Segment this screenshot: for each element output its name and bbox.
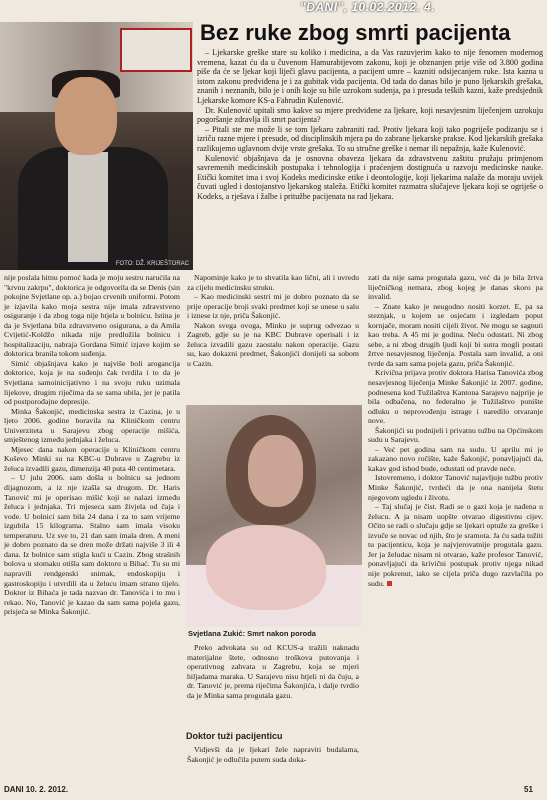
- photo-head: [55, 77, 117, 155]
- end-mark-icon: [387, 581, 392, 586]
- last-paragraph-text: – Taj slučaj je čist. Radi se o gazi koja je nađena u želucu. A ja nisam uopšte otvarao digestivnu cijev. Očito se radi o slučaju gdje se ljekari optuže za greške i izvuče se novac od njih, što je sramota. Ja ću sada tužiti tu pacijenticu, koja je najvjerovatnije progutala gazu. Jer ja želudac nisam ni otvarao, kaže profesor Tanović, ponavljajući da krivični postupak protiv njega nikad nije pokrenut, iako se cijela priča dugo razvlačila po sudu.: [368, 502, 543, 588]
- body-paragraph: Simić objašnjava kako je najviše boli arogancija doktorice, koja je na suđenju čak tvrdila i to da je Svjetlana samoinicijativno i na svoju ruku uzimala lijekove, drugim riječima da se sama ubila, jer je patila od postporođajne depresije.: [4, 358, 180, 407]
- body-paragraph: – Već pet godina sam na sudu. U aprilu mi je zakazano novo ročište, kaže Šakonjić, ponavljajući da, kakav god ishod bude, odustati od pravde neće.: [368, 444, 543, 473]
- body-paragraph: Nakon svega ovoga, Minku je suprug odvezao u Zagreb, gdje su je na KBC Dubrave operisali i iz želuca izvadili gazu zaostalu nakon operacije. Gazu su, kao dokazni predmet, Šakonjići donijeli sa sobom u Cazin.: [187, 320, 359, 368]
- photo-woman-face: [248, 435, 303, 507]
- column-3: [368, 273, 543, 588]
- article-title: Bez ruke zbog smrti pacijenta: [200, 20, 511, 45]
- intro-paragraph: Kulenović objašnjava da je osnovna obaveza ljekara da zdravstvenu zaštitu pružaju primjenom savremenih medicinskih postupaka i tehnologija i praćenjem dostignuća u razvoju medicinske nauke. Etički komitet ima i svoj Kodeks medicinske etike i deontologije, koji ljekarima nalaže da moraju uvijek čuvati ugled i dostojanstvo ljekarskog staleža. Etički komitet razmatra slučajeve ljekara koji se ogriješe o Kodeks, a rješava i žalbe i pritužbe pacijenata na rad ljekara.: [197, 153, 543, 201]
- body-paragraph: Napominje kako je to shvatila kao lični, ali i uvredu za cijelu medicinsku struku.: [187, 273, 359, 292]
- body-paragraph: – U julu 2006. sam došla u bolnicu sa jednom dijagnozom, a iz nje izašla sa drugom. Dr. Haris Tanović mi je operisao mišić koji se nalazi između želuca i jednjaka. Tri mjeseca sam živjela od čaja i vode. U bolnici sam bila 24 dana i za to sam vrijeme izgubila 15 kilograma. Stalno sam imala visoku temperaturu. Uz sve to, 21 dan sam imala dren. A meni je dobro poznato da se dren može držati najviše 3 ili 4 dana. Iz bolnice sam stigla kući u Cazin. Zbog strašnih bolova u stomaku otišla sam doktoru u Bihać. Tu su mi napravili rendgenski snimak, endoskopiju i gastroskopiju i utvrdili da u želucu imam strano tijelo. Doktor iz Bihaća je tada nazvao dr. Tanovića i to mu i rekao. No, Tanović je kazao da sam sama pojela gazu, prisjeća se Minka Šakonjić.: [4, 473, 180, 617]
- column-2-bottom: [187, 643, 359, 700]
- body-paragraph: [368, 502, 543, 588]
- body-paragraph: Vidjevši da je ljekari žele napraviti budalama, Šakonjić je odlučila putem suda doka-: [187, 745, 359, 764]
- photo-shirt: [68, 152, 108, 262]
- column-2-top: [187, 273, 359, 368]
- photo-background-sign: [120, 28, 192, 72]
- body-paragraph: – Kao medicinski sestri mi je dobro poznato da se prije operacije broji svaki predmet koji se unese u salu i iznese iz nje, priča Šakonjić.: [187, 292, 359, 321]
- intro-paragraph: – Pitali ste me može li se tom ljekaru zabraniti rad. Protiv ljekara koji tako pogriješe podizanju se i izriču razne mjere i presude, od disciplinskih mjera pa do zabrane ljekarske prakse. Kod ljekarskih grešaka razlikujemo uglavnom dvije vrste grešaka. To su stručne greške i nemar ili nepažnja, kaže Kulenović.: [197, 124, 543, 153]
- photo-man: [0, 22, 193, 270]
- photo-credit: FOTO: DŽ. KRIJEŠTORAC: [115, 261, 189, 267]
- body-paragraph: nije poslala hitnu pomoć kada je moju sestru narućila na "krvnu zakrpu", doktorica je odgovorila da se Denis (sin pokojne Svjetlane op. a.) bojao crvenih uniformi. Potom je izjavila kako moja sestra nije imala zdravstveno osiguranje i da zbog toga nije htjela u bolnicu. Istina je da je Svjetlana bila zdravstveno osigurana, a da Amila Cvijetić-Koldžo nikada nije predložila bolnicu i hospitalizaciju, nabraja Gordana Simić izjave kojim se doktorica branila tokom suđenja.: [4, 273, 180, 359]
- body-paragraph: zati da nije sama progutala gazu, već da je bila žrtva liječničkog nemara, zbog kojeg je danas skoro pa invalid.: [368, 273, 543, 302]
- photo-baby: [206, 525, 326, 610]
- photo-caption: Svjetlana Zukić: Smrt nakon poroda: [188, 629, 316, 638]
- body-paragraph: Mjesec dana nakon operacije u Kliničkom centru Koševo Minki su na KBC-u Dubrave u Zagrebu iz želuca izvadili gazu, dimenzija 40 puta 40 centimetara.: [4, 444, 180, 473]
- article-intro: [197, 48, 543, 202]
- photo-mother-baby: [186, 405, 362, 627]
- intro-paragraph: Dr. Kulenović upitali smo kakve su mjere predviđene za ljekare, koji nesavjesnim liječenjem uzrokuju pogoršanje zdravlja ili smrt pacijenta?: [197, 105, 543, 125]
- page-number: 51: [524, 785, 533, 794]
- body-paragraph: – Znate kako je neugodno nositi korzet. E, pa sa steznjak, u kojem se osjećam i izgledam poput kornjače, moram nositi cijeli život. Ne mogu se sagnuti kao treba. A 45 mi je godina. Neću odustati. Ni zbog sebe, a ni zbog drugih ljudi koji bi sutra mogli postati žrtve nesavjesnog liječenja. Postala sam invalid, a oni tvrde da sam sama pojela gazu, priča Šakonjić.: [368, 301, 543, 368]
- body-paragraph: Preko advokata su od KCUS-a tražili naknadu materijalne štete, odnosno troškova putovanja i operativnog zahvata u Zagrebu, koja se mjeri hiljadama maraka. U Sarajevu nisu htjeli ni da čuju, a dr. Tanović je, prema riječima Šakonjića, i dalje tvrdio da je Minka sama progutala gazu.: [187, 643, 359, 700]
- column-2-end: [187, 745, 359, 764]
- body-paragraph: Krivična prijava protiv doktora Harisa Tanovića zbog nesavjesnog liječenja Minke Šakonjić iz 2007. godine, podnesena kod Tužilaštva Kantona Sarajevo najprije je bila odbačena, no federalno je Tužilaštvo ponište odluku o neprovođenju istrage i naredilo otvaranje nove.: [368, 368, 543, 426]
- date-stamp: "DANI", 10.02.2012. 4.: [300, 0, 436, 14]
- subheading: Doktor tuži pacijenticu: [186, 731, 283, 741]
- body-paragraph: Istovremeno, i doktor Tanović najavljuje tužbu protiv Minke Šakonjić, tvrdeći da je ona nanijela štetu njegovom ugledu i životu.: [368, 473, 543, 502]
- body-paragraph: Šakonjići su podnijeli i privatnu tužbu na Općinskom sudu u Sarajevu.: [368, 425, 543, 445]
- intro-paragraph: – Ljekarske greške stare su koliko i medicina, a da Vas razuvjerim kako to nije fenomen modernog vremena, kazat ću da u čuvenom Hamurabijevom zakonu, koji je obznanjen prije više od 3.800 godina piše da će se ljekar koji liječi glavu pacijenta, a pacijent umre – kazniti odsijecanjem ruke. Ista kazna u istom zakonu predviđena je i za gubitak vida pacijenta. Od tada do danas bilo je puno ljekarskih grešaka, znanih i neznanih, bilo je i onih koje su bile uzrokom sudenja, pa i presuda teških kazni, kaže predsjednik Ljekarske komore KS-a Fahrudin Kulenović.: [197, 48, 543, 105]
- column-1: [4, 273, 180, 617]
- body-paragraph: Minka Šakonjić, medicinska sestra iz Cazina, je u ljeto 2006. godine boravila na Kliničkom centru Univerziteta u Sarajevu zbog operacije mišića, smještenog između jednjaka i želuca.: [4, 406, 180, 445]
- footer-issue: DANI 10. 2. 2012.: [4, 785, 69, 794]
